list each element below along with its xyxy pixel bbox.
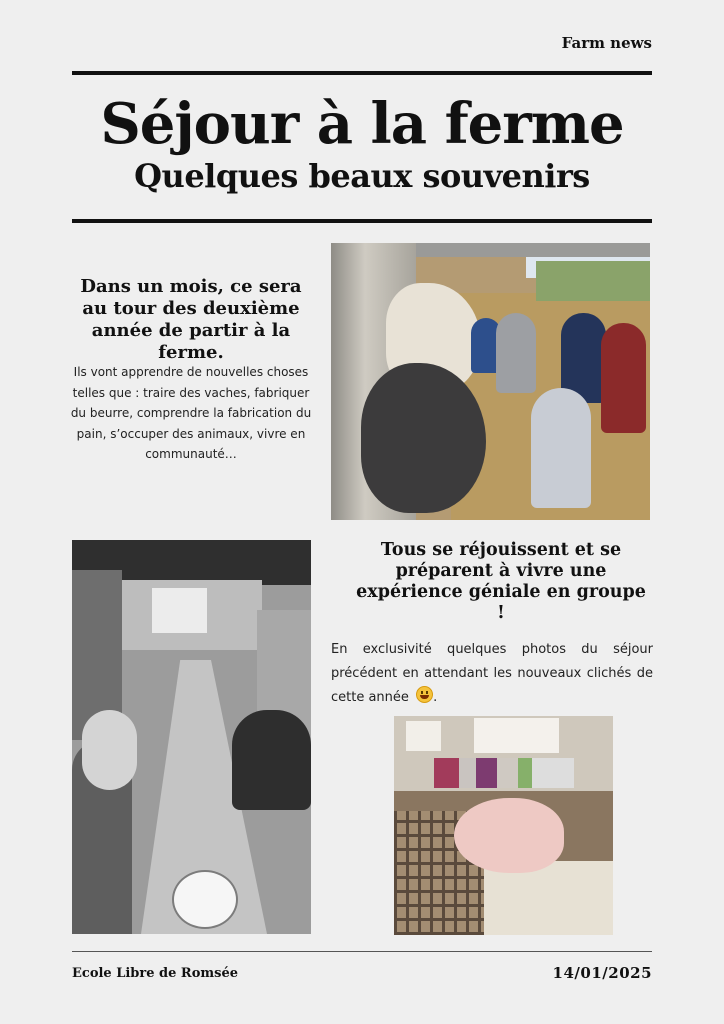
barn-with-cows-photo [331,243,650,520]
top-divider [72,71,652,75]
header-divider [72,219,652,223]
lead-body: Ils vont apprendre de nouvelles choses telles que : traire des vaches, fabriquer du beurre, comprendre la fabrication du pain, s’occuper des animaux, vivre en communauté… [70,365,312,461]
page-title: Séjour à la ferme [100,91,624,157]
section-label: Farm news [561,34,652,52]
lead-heading: Dans un mois, ce sera au tour des deuxième année de partir à la ferme. [80,276,302,363]
second-body-text: En exclusivité quelques photos du séjour précédent en attendant les nouveaux clichés de cette année [331,642,653,705]
dining-hall-photo [72,540,311,934]
second-body-end: . [433,690,438,705]
school-name: Ecole Libre de Romsée [72,966,239,981]
smiling-face-icon [416,686,433,703]
issue-date: 14/01/2025 [552,964,652,982]
footer-divider [72,951,652,952]
second-heading: Tous se réjouissent et se préparent à vivre une expérience géniale en groupe ! [356,540,646,623]
second-body [331,638,653,710]
page-subtitle: Quelques beaux souvenirs [134,157,590,195]
pig-pen-photo [394,716,613,935]
